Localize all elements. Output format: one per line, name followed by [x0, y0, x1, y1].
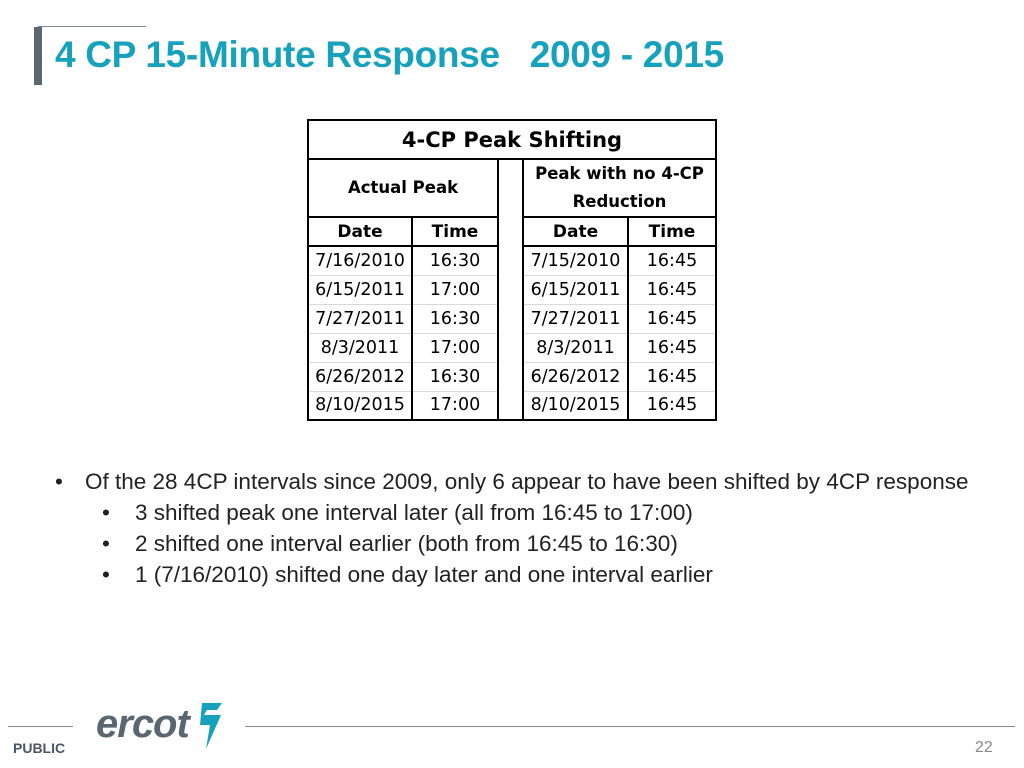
footer-rule-left — [8, 726, 73, 727]
actual-date-cell: 7/27/2011 — [308, 304, 412, 333]
table-gap-column — [498, 304, 523, 333]
actual-date-cell: 8/10/2015 — [308, 391, 412, 420]
table-row — [308, 304, 716, 333]
col-header-time: Time — [412, 217, 498, 246]
col-header-date: Date — [523, 217, 628, 246]
sub-bullet-item — [55, 528, 995, 559]
logo-wordmark: ercot — [96, 702, 189, 746]
sub-bullet-text: 3 shifted peak one interval later (all from 16:45 to 17:00) — [135, 500, 693, 525]
actual-date-cell: 6/26/2012 — [308, 362, 412, 391]
sub-bullet-item — [55, 559, 995, 590]
table-row — [308, 391, 716, 420]
table-gap-column — [498, 159, 523, 217]
no-reduction-date-cell: 8/10/2015 — [523, 391, 628, 420]
no-reduction-date-cell: 7/15/2010 — [523, 246, 628, 275]
table-gap-column — [498, 362, 523, 391]
table-row — [308, 275, 716, 304]
actual-date-cell: 6/15/2011 — [308, 275, 412, 304]
table-gap-column — [498, 333, 523, 362]
actual-date-cell: 7/16/2010 — [308, 246, 412, 275]
actual-peak-header: Actual Peak — [308, 159, 498, 217]
table-body — [308, 246, 716, 420]
bullet-dot: • — [55, 469, 63, 494]
bullet-dot: • — [102, 500, 110, 525]
table-gap-column — [498, 275, 523, 304]
no-reduction-date-cell: 8/3/2011 — [523, 333, 628, 362]
col-header-date: Date — [308, 217, 412, 246]
table-gap-column — [498, 391, 523, 420]
bullet-list — [55, 466, 995, 590]
no-reduction-time-cell: 16:45 — [628, 362, 716, 391]
no-reduction-date-cell: 7/27/2011 — [523, 304, 628, 333]
table-gap-column — [498, 217, 523, 246]
title-accent-bar — [34, 27, 42, 85]
bullet-dot: • — [102, 531, 110, 556]
footer-rule-right — [245, 726, 1015, 727]
page-number: 22 — [975, 739, 993, 756]
table-row — [308, 246, 716, 275]
actual-time-cell: 16:30 — [412, 304, 498, 333]
slide-title: 4 CP 15-Minute Response 2009 - 2015 — [55, 34, 724, 75]
actual-time-cell: 17:00 — [412, 275, 498, 304]
sub-bullet-text: 2 shifted one interval earlier (both from 16:45 to 16:30) — [135, 531, 678, 556]
table-row — [308, 362, 716, 391]
no-reduction-date-cell: 6/26/2012 — [523, 362, 628, 391]
bullet-dot: • — [102, 562, 110, 587]
no-reduction-time-cell: 16:45 — [628, 333, 716, 362]
ercot-logo — [94, 697, 234, 753]
no-reduction-time-cell: 16:45 — [628, 304, 716, 333]
classification-label: PUBLIC — [13, 740, 66, 756]
peak-shifting-table — [307, 119, 717, 421]
table-row — [308, 333, 716, 362]
actual-date-cell: 8/3/2011 — [308, 333, 412, 362]
no-reduction-peak-header — [523, 159, 716, 217]
no-reduction-time-cell: 16:45 — [628, 246, 716, 275]
table-title: 4-CP Peak Shifting — [308, 120, 716, 159]
no-reduction-time-cell: 16:45 — [628, 391, 716, 420]
sub-bullet-text: 1 (7/16/2010) shifted one day later and one interval earlier — [135, 562, 713, 587]
actual-time-cell: 17:00 — [412, 333, 498, 362]
actual-time-cell: 16:30 — [412, 246, 498, 275]
logo-bolt-icon — [200, 703, 222, 749]
bullet-item — [55, 466, 995, 497]
col-header-time: Time — [628, 217, 716, 246]
no-reduction-header-line2: Reduction — [572, 192, 667, 211]
table-gap-column — [498, 246, 523, 275]
sub-bullet-item — [55, 497, 995, 528]
no-reduction-date-cell: 6/15/2011 — [523, 275, 628, 304]
actual-time-cell: 17:00 — [412, 391, 498, 420]
no-reduction-header-line1: Peak with no 4-CP — [535, 164, 704, 183]
bullet-text: Of the 28 4CP intervals since 2009, only 6 appear to have been shifted by 4CP response — [85, 469, 969, 494]
title-top-rule — [38, 26, 146, 27]
no-reduction-time-cell: 16:45 — [628, 275, 716, 304]
actual-time-cell: 16:30 — [412, 362, 498, 391]
